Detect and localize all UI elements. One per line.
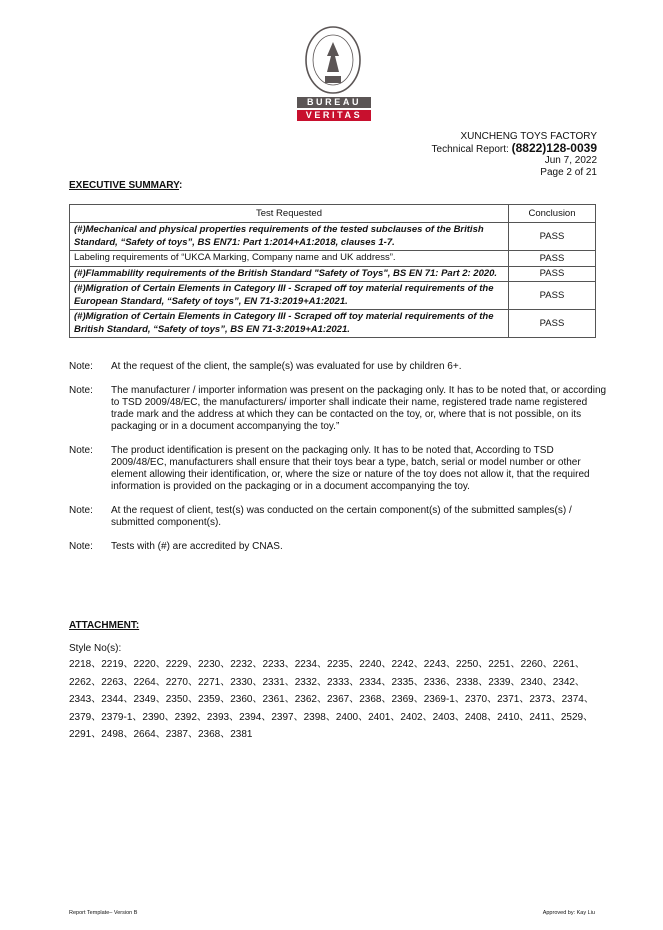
logo-band-bottom: VERITAS [297, 110, 371, 121]
conclusion-cell: PASS [509, 310, 596, 338]
footer-approved-by: Approved by: Kay Liu [542, 910, 595, 916]
table-row [70, 310, 596, 338]
summary-table [69, 204, 596, 338]
attachment-title: ATTACHMENT: [69, 620, 140, 631]
note-label: Note: [69, 361, 93, 372]
test-requested-header: Test Requested [70, 205, 509, 223]
note-text: Tests with (#) are accredited by CNAS. [111, 541, 283, 552]
table-row [70, 282, 596, 310]
executive-summary-title: EXECUTIVE SUMMARY: [69, 180, 183, 191]
table-row [70, 251, 596, 267]
conclusion-cell: PASS [509, 223, 596, 251]
note-text: At the request of the client, the sample(s) was evaluated for use by children 6+. [111, 361, 462, 372]
test-requested-cell: Labeling requirements of “UKCA Marking, Company name and UK address”. [70, 251, 509, 267]
note-label: Note: [69, 385, 93, 396]
note-text: The manufacturer / importer information was present on the packaging only. It has to be noted that, or according to TSD 2009/48/EC, the manufacturers/ importer shall indicate their name, registered trade name registered trade mark and the address at which they can be contacted on the toy, or, where that is not possible, on its packaging or in a document accompanying the toy.” [111, 385, 607, 432]
conclusion-cell: PASS [509, 282, 596, 310]
bureau-veritas-logo [297, 26, 375, 120]
test-requested-cell: (#)Migration of Certain Elements in Category III - Scraped off toy material requirements of the European Standard, “Safety of toys”, EN 71-3:2019+A1:2021. [70, 282, 509, 310]
conclusion-cell: PASS [509, 266, 596, 282]
notes-section [69, 361, 609, 565]
note-text: At the request of client, test(s) was conducted on the certain component(s) of the submitted samples(s) / submitted component(s). [111, 505, 572, 528]
footer-template-version: Report Template– Version B [69, 910, 138, 916]
report-header [432, 131, 597, 178]
report-label: Technical Report: [431, 143, 509, 155]
report-number: (8822)128-0039 [511, 140, 597, 155]
note-item [69, 541, 609, 553]
note-label: Note: [69, 445, 93, 456]
table-row [70, 266, 596, 282]
report-line [431, 140, 597, 156]
note-label: Note: [69, 541, 93, 552]
note-item [69, 445, 609, 493]
company-name: XUNCHENG TOYS FACTORY [460, 131, 597, 142]
style-numbers-list: 2218、2219、2220、2229、2230、2232、2233、2234、2235、2240、2242、2243、2250、2251、2260、2261、2262、2263、2264、2270、2271、2330、2331、2332、2333、2334、2335、2336、2338、2339、2340、2342、2343、2344、2349、2350、2359、2360、2361、2362、2367、2368、2369、2369-1、2370、2371、2373、2374、2379、2379-1、2390、2392、2393、2394、2397、2398、2400、2401、2402、2403、2408、2410、2411、2529、2291、2498、2664、2387、2368、2381 [69, 659, 594, 740]
note-item [69, 385, 609, 433]
test-requested-cell: (#)Mechanical and physical properties requirements of the tested subclauses of the British Standard, “Safety of toys”, BS EN71: Part 1:2014+A1:2018, clauses 1-7. [70, 223, 509, 251]
logo-band-top: BUREAU [297, 97, 371, 108]
note-item [69, 505, 609, 529]
note-label: Note: [69, 505, 93, 516]
table-row [70, 223, 596, 251]
conclusion-header: Conclusion [509, 205, 596, 223]
bureau-veritas-seal-icon [305, 26, 361, 94]
summary-table-header [70, 205, 596, 223]
test-requested-cell: (#)Migration of Certain Elements in Category III - Scraped off toy material requirements of the British Standard, “Safety of toys”, BS EN 71-3:2019+A1:2021. [70, 310, 509, 338]
page-number: Page 2 of 21 [540, 166, 597, 178]
report-date: Jun 7, 2022 [544, 155, 597, 166]
conclusion-cell: PASS [509, 251, 596, 267]
note-text: The product identification is present on the packaging only. It has to be noted that, According to TSD 2009/48/EC, manufacturers shall ensure that their toys bear a type, batch, serial or model number or other element allowing their identification, or, where the size or nature of the toy does not allow it, that the required information is provided on the packaging or in a document accompanying the toy. [111, 445, 590, 492]
test-requested-cell: (#)Flammability requirements of the British Standard "Safety of Toys", BS EN 71: Part 2: 2020. [70, 266, 509, 282]
note-item [69, 361, 609, 373]
style-numbers-label: Style No(s): [69, 643, 122, 654]
